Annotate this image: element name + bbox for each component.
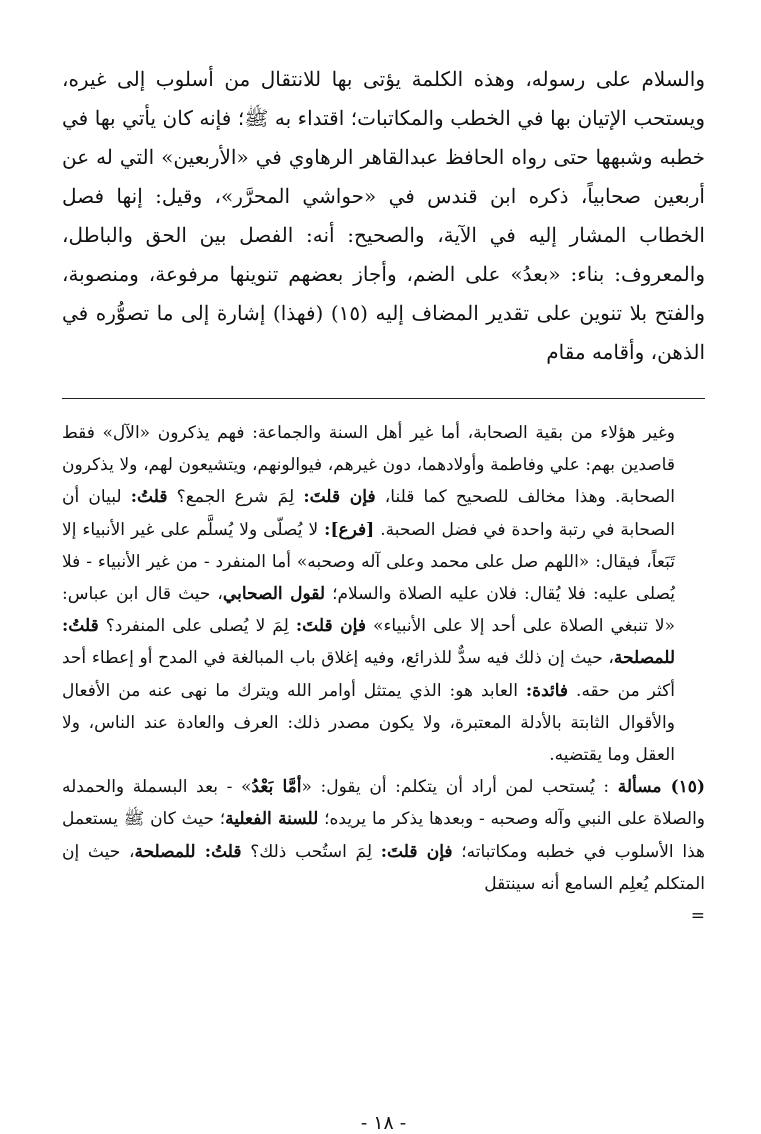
footnote-text: لِمَ استُحب ذلك؟: [241, 841, 381, 862]
footnote-text: ؛ حيث كان ﷺ يستعمل هذا الأسلوب في خطبه ومكاتباته؛: [62, 809, 705, 862]
page-number: - ١٨ -: [360, 1112, 407, 1134]
footnote-text: العابد هو: الذي يمتثل أوامر الله ويترك ما نهى عنه من الأفعال والأقوال الثابتة بالأدلة المعتبرة، ولا يكون مصدر ذلك: العرف والعادة عند الناس، ولا العقل وما يقتضيه.: [62, 680, 675, 766]
footnote-bold: فإن قلتَ:: [303, 487, 376, 508]
main-text: [62, 60, 705, 372]
footnote-bold: قلتُ: للمصلحة: [134, 841, 242, 862]
footnote-bold: أمَّا بَعْدُ: [251, 777, 302, 798]
footnote-bold: فائدة:: [525, 680, 569, 701]
footnote-text: وغير هؤلاء من بقية الصحابة، أما غير أهل السنة والجماعة: فهم يذكرون «الآل» فقط قاصدين بهم: علي وفاطمة وأولادهما، دون غيرهم، فيوالونهم، ويتشيعون لهم، ولا يذكرون الصحابة. وهذا مخالف للصحيح كما قلنا،: [62, 423, 676, 508]
footnote-text: لِمَ لا يُصلى على المنفرد؟: [98, 616, 296, 637]
footnote-text: : يُستحب لمن أراد أن يتكلم: أن يقول: «: [301, 777, 618, 798]
footnote-text: لِمَ شرع الجمع؟: [167, 487, 304, 508]
footnotes: [62, 417, 705, 932]
footnote-text: ، حيث إن المتكلم يُعلِم السامع أنه سينتقل: [62, 841, 705, 894]
footnote-bold: قلتُ:: [130, 487, 168, 508]
footnote-bold: للسنة الفعلية: [225, 809, 319, 830]
footnote-bold: لقول الصحابي: [222, 584, 326, 605]
footnote-text: ، حيث قال ابن عباس: «لا تنبغي الصلاة على أحد إلا على الأنبياء»: [62, 584, 675, 637]
footnote-number: (١٥) مسألة: [617, 777, 705, 798]
footnote-text: لا يُصلّى ولا يُسلَّم على غير الأنبياء إلا تَبَعاً، فيقال: «اللهم صل على محمد وعلى آله وصحبه» أما المنفرد - من غير الأنبياء - فلا يُصلى عليه: فلا يُقال: فلان عليه الصلاة والسلام؛: [62, 519, 675, 605]
footnote-text: » - بعد البسملة والحمدله والصلاة على النبي وآله وصحبه - وبعدها يذكر ما يريده؛: [62, 777, 705, 830]
footnote-bold: فإن قلتَ:: [380, 841, 453, 862]
footnote-bold: قلتُ: للمصلحة: [62, 616, 675, 669]
footnote-separator: [62, 398, 705, 399]
footnote-text: ، حيث إن ذلك فيه سدٌّ للذرائع، وفيه إغلاق باب المبالغة في المدح أو إعطاء أحد أكثر من حقه.: [62, 648, 675, 701]
book-page: [62, 60, 705, 1134]
footnote-bold: [فرع]:: [324, 519, 375, 540]
footnote-continuation-mark: =: [690, 906, 705, 927]
main-paragraph: والسلام على رسوله، وهذه الكلمة يؤتى بها للانتقال من أسلوب إلى غيره، ويستحب الإتيان بها في الخطب والمكاتبات؛ اقتداء به ﷺ؛ فإنه كان يأتي بها في خطبه وشبهها حتى رواه الحافظ عبدالقاهر الرهاوي في «الأربعين» التي له عن أربعين صحابياً، ذكره ابن قندس في «حواشي المحرَّر»، وقيل: إنها فصل الخطاب المشار إليه في الآية، والصحيح: أنه: الفصل بين الحق والباطل، والمعروف: بناء: «بعدُ» على الضم، وأجاز بعضهم تنوينها مرفوعة، ومنصوبة، والفتح بلا تنوين على تقدير المضاف إليه (١٥) (فهذا) إشارة إلى ما تصوُّره في الذهن، وأقامه مقام: [62, 67, 705, 364]
footnote-bold: فإن قلتَ:: [295, 616, 366, 637]
footnote-text: لبيان أن الصحابة في رتبة واحدة في فضل الصحبة.: [62, 487, 675, 540]
footnote-continued: [62, 417, 705, 771]
footnote-15: [62, 771, 705, 900]
